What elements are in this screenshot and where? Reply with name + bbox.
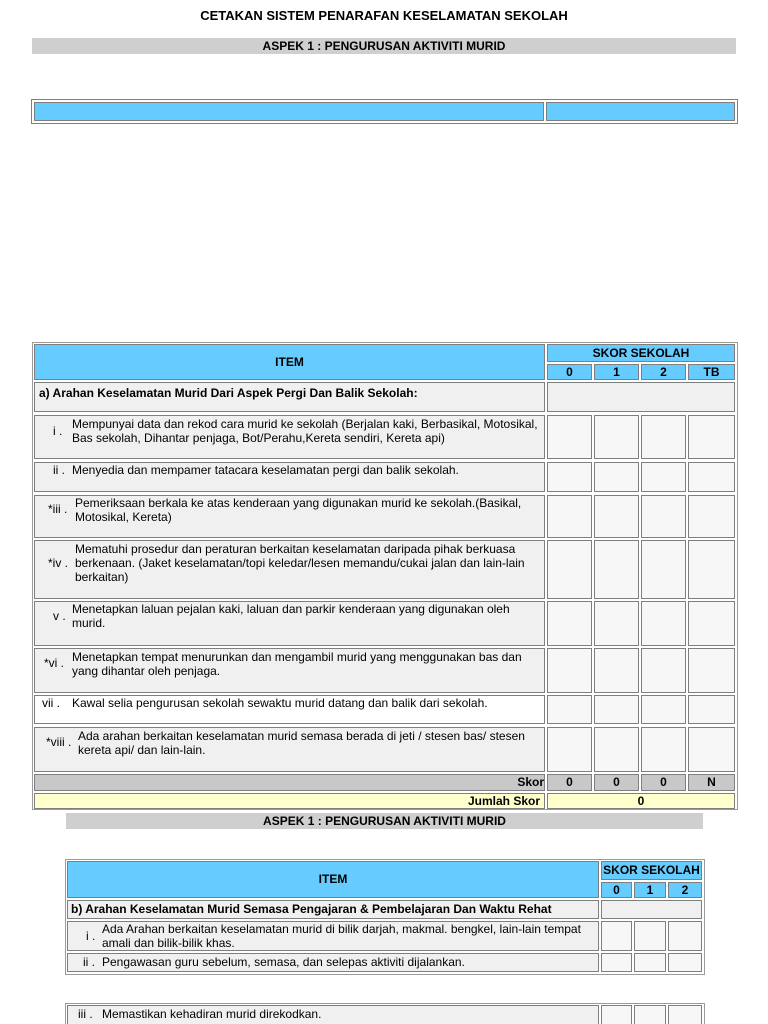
score-cell-0[interactable] [601, 1005, 632, 1024]
row-text: Pemeriksaan berkala ke atas kenderaan yang digunakan murid ke sekolah.(Basikal, Motosikal, Kereta) [75, 496, 522, 524]
row-number: vii . [42, 696, 60, 710]
score-cell-1[interactable] [634, 1005, 666, 1024]
row-number: i . [86, 929, 96, 943]
skor-value-2: 0 [641, 774, 686, 791]
score-cell-0[interactable] [547, 648, 592, 693]
section-b-score-blank [601, 900, 702, 919]
table-row [34, 648, 545, 693]
table-row [67, 921, 599, 951]
row-text: Pengawasan guru sebelum, semasa, dan selepas aktiviti dijalankan. [102, 955, 465, 969]
col-2-header: 2 [641, 364, 686, 380]
score-cell-2[interactable] [668, 921, 702, 951]
score-cell-tb[interactable] [688, 415, 735, 459]
score-cell-0[interactable] [547, 601, 592, 646]
row-text: Ada arahan berkaitan keselamatan murid semasa berada di jeti / stesen bas/ stesen kereta api/ dan lain-lain. [78, 729, 525, 757]
row-number: *iii . [48, 502, 68, 516]
score-cell-1[interactable] [594, 727, 639, 772]
skor-value-1: 0 [594, 774, 639, 791]
skor-label: Skor [34, 774, 545, 791]
score-cell-2[interactable] [668, 953, 702, 972]
table-row [34, 495, 545, 538]
score-table-b [65, 859, 705, 975]
score-cell-2[interactable] [641, 727, 686, 772]
score-cell-0[interactable] [547, 415, 592, 459]
jumlah-skor-value: 0 [547, 793, 735, 809]
score-cell-1[interactable] [594, 601, 639, 646]
score-cell-2[interactable] [668, 1005, 702, 1024]
row-text: Mematuhi prosedur dan peraturan berkaitan keselamatan daripada pihak berkuasa berkenaan. (Jaket keselamatan/topi keledar/lesen memandu/cukai jalan dan lain-lain berkaitan) [75, 542, 525, 584]
empty-header-box [31, 99, 738, 124]
score-cell-0[interactable] [547, 727, 592, 772]
score-cell-1[interactable] [594, 415, 639, 459]
table-row [34, 540, 545, 599]
row-text: Mempunyai data dan rekod cara murid ke sekolah (Berjalan kaki, Berbasikal, Motosikal, Bas sekolah, Dihantar penjaga, Bot/Perahu,Kereta sendiri, Kereta api) [72, 417, 538, 445]
table-row [34, 462, 545, 492]
skor-sekolah-header: SKOR SEKOLAH [601, 861, 702, 880]
row-text: Menyedia dan mempamer tatacara keselamatan pergi dan balik sekolah. [72, 463, 459, 477]
table-row [67, 1005, 599, 1024]
section-a-score-blank [547, 382, 735, 412]
skor-value-0: 0 [547, 774, 592, 791]
section-a-title: a) Arahan Keselamatan Murid Dari Aspek Pergi Dan Balik Sekolah: [34, 382, 545, 412]
score-cell-0[interactable] [601, 921, 632, 951]
row-number: iii . [78, 1007, 93, 1021]
col-tb-header: TB [688, 364, 735, 380]
skor-sekolah-header: SKOR SEKOLAH [547, 344, 735, 362]
score-cell-1[interactable] [634, 921, 666, 951]
table-row [34, 601, 545, 646]
row-text: Ada Arahan berkaitan keselamatan murid di bilik darjah, makmal. bengkel, lain-lain tempat amali dan bilik-bilik khas. [102, 922, 581, 950]
score-cell-1[interactable] [634, 953, 666, 972]
score-cell-0[interactable] [547, 462, 592, 492]
col-0-header: 0 [547, 364, 592, 380]
score-cell-2[interactable] [641, 415, 686, 459]
section-b-title: b) Arahan Keselamatan Murid Semasa Pengajaran & Pembelajaran Dan Waktu Rehat [67, 900, 599, 919]
row-text: Menetapkan tempat menurunkan dan mengambil murid yang menggunakan bas dan yang dihantar oleh penjaga. [72, 650, 522, 678]
item-header: ITEM [67, 861, 599, 898]
row-number: ii . [53, 463, 65, 477]
score-cell-tb[interactable] [688, 648, 735, 693]
col-1-header: 1 [634, 882, 666, 898]
table-row [67, 953, 599, 972]
row-number: v . [53, 609, 66, 623]
empty-header-right [546, 102, 735, 121]
score-cell-tb[interactable] [688, 601, 735, 646]
item-header: ITEM [34, 344, 545, 380]
col-1-header: 1 [594, 364, 639, 380]
empty-header-left [34, 102, 544, 121]
table-row [34, 695, 545, 724]
score-cell-1[interactable] [594, 695, 639, 724]
row-text: Memastikan kehadiran murid direkodkan. [102, 1007, 322, 1021]
skor-value-tb: N [688, 774, 735, 791]
score-cell-2[interactable] [641, 540, 686, 599]
score-cell-2[interactable] [641, 462, 686, 492]
score-cell-1[interactable] [594, 540, 639, 599]
row-number: *viii . [46, 735, 72, 749]
score-cell-0[interactable] [547, 695, 592, 724]
score-cell-2[interactable] [641, 495, 686, 538]
score-table-a [32, 342, 738, 810]
score-cell-tb[interactable] [688, 462, 735, 492]
row-number: i . [53, 424, 63, 438]
score-cell-2[interactable] [641, 695, 686, 724]
score-cell-0[interactable] [601, 953, 632, 972]
score-cell-1[interactable] [594, 462, 639, 492]
row-number: *vi . [44, 656, 65, 670]
score-table-b-continued [65, 1003, 705, 1024]
row-text: Menetapkan laluan pejalan kaki, laluan dan parkir kenderaan yang digunakan oleh murid. [72, 602, 510, 630]
row-number: *iv . [48, 556, 69, 570]
page-title: CETAKAN SISTEM PENARAFAN KESELAMATAN SEKOLAH [200, 8, 568, 23]
jumlah-skor-label: Jumlah Skor [34, 793, 545, 809]
col-0-header: 0 [601, 882, 632, 898]
table-row [34, 727, 545, 772]
score-cell-2[interactable] [641, 648, 686, 693]
score-cell-0[interactable] [547, 495, 592, 538]
score-cell-1[interactable] [594, 648, 639, 693]
row-number: ii . [83, 955, 95, 969]
table-row [34, 415, 545, 459]
score-cell-2[interactable] [641, 601, 686, 646]
score-cell-tb[interactable] [688, 727, 735, 772]
aspek-title-bar: ASPEK 1 : PENGURUSAN AKTIVITI MURID [32, 38, 736, 54]
score-cell-tb[interactable] [688, 540, 735, 599]
score-cell-tb[interactable] [688, 495, 735, 538]
score-cell-tb[interactable] [688, 695, 735, 724]
score-cell-0[interactable] [547, 540, 592, 599]
score-cell-1[interactable] [594, 495, 639, 538]
col-2-header: 2 [668, 882, 702, 898]
row-text: Kawal selia pengurusan sekolah sewaktu murid datang dan balik dari sekolah. [72, 696, 488, 710]
aspek-title-bar-2: ASPEK 1 : PENGURUSAN AKTIVITI MURID [66, 813, 703, 829]
